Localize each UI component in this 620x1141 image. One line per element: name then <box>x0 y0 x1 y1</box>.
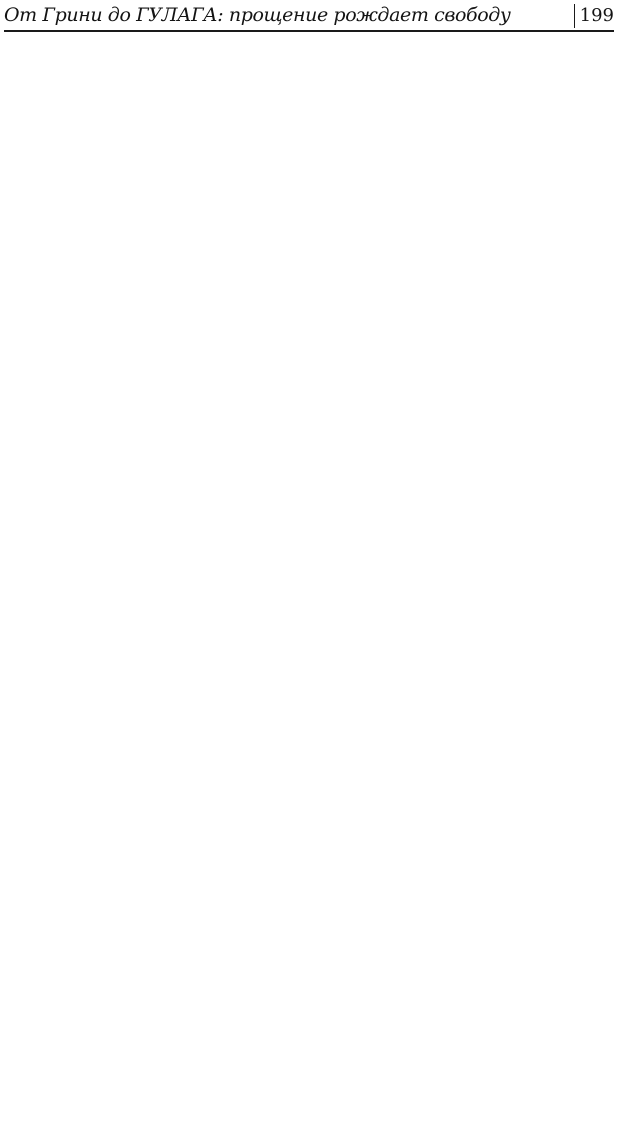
page-number: 199 <box>574 4 614 28</box>
running-head-title: От Грини до ГУЛАГА: прощение рождает свободу <box>4 4 511 26</box>
running-head <box>4 0 614 32</box>
